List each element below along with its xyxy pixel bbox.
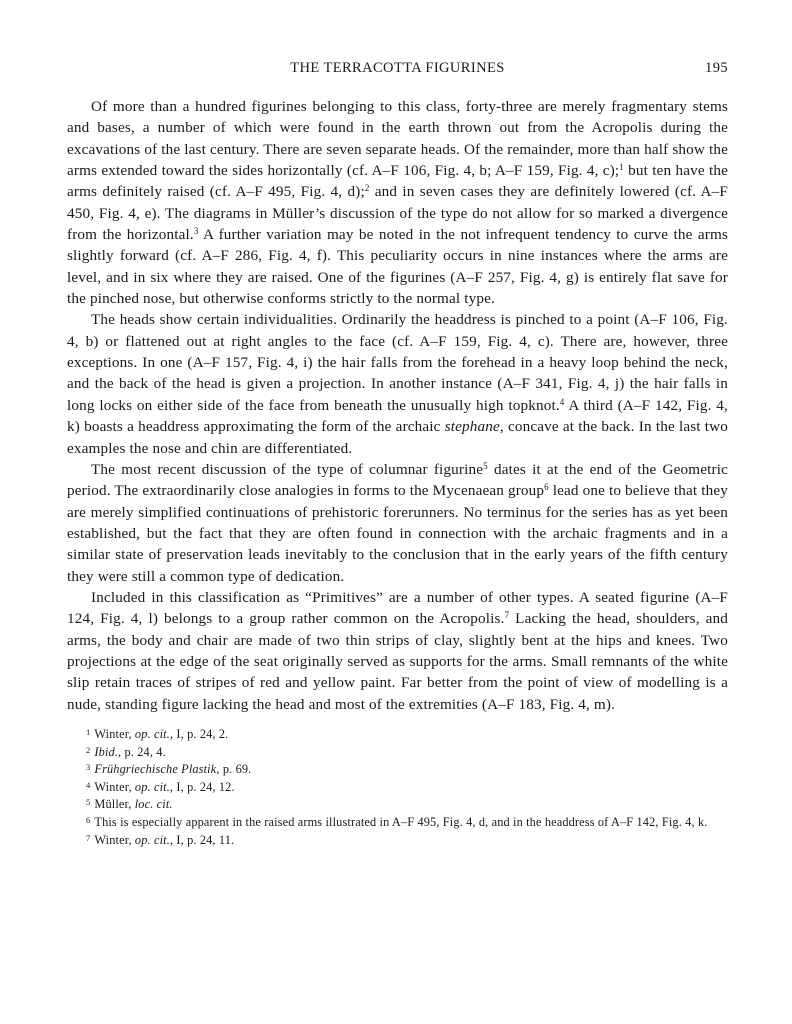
footnote-text: p. 24, 4. <box>121 744 166 759</box>
paragraph-text: The heads show certain individualities. Ordinarily the headdress is pinched to a point (A–F 106, Fig. 4, b) or flattened out at right angles to the face (cf. A–F 159, Fig. 4, c). There are, however, three exceptions. In one (A–F 157, Fig. 4, i) the hair falls from the forehead in a heavy loop behind the neck, and the back of the head is given a projection. In another instance (A–F 341, Fig. 4, j) the hair falls in long locks on either side of the face from beneath the unusually high topknot. <box>67 311 728 414</box>
footnote-text: Müller, <box>94 797 135 812</box>
paragraph-text: A third (A–F 142, Fig. 4, k) boasts a headdress approximating the form of the archaic <box>67 396 728 436</box>
footnote-text: This is especially apparent in the raised arms illustrated in A–F 495, Fig. 4, d, and in the headdress of A–F 142, Fig. 4, k. <box>94 814 708 829</box>
footnote <box>67 832 728 850</box>
footnote-text: Winter, <box>94 779 135 794</box>
footnote-italic: Frühgriechische Plastik, <box>94 762 220 777</box>
italic-term: stephane, <box>444 418 504 436</box>
paragraph-text: Included in this classification as “Primitives” are a number of other types. A seated figurine (A–F 124, Fig. 4, l) belongs to a group rather common on the Acropolis. <box>67 588 728 628</box>
footnote-ref: 7 <box>504 610 510 621</box>
footnote-italic: op. cit., <box>134 832 174 847</box>
paragraph-3 <box>67 459 728 587</box>
footnote-mark: 4 <box>86 779 91 790</box>
footnote-text: I, p. 24, 2. <box>173 726 229 741</box>
footnote-text: p. 69. <box>219 762 252 777</box>
page-number: 195 <box>705 60 728 76</box>
paragraph-4 <box>67 587 728 715</box>
paragraph-text: and in seven cases they are definitely lowered (cf. A–F 450, Fig. 4, e). The diagrams in Müller’s discussion of the type do not allow for so marked a divergence from the horizontal. <box>67 183 729 244</box>
footnote-text: I, p. 24, 12. <box>173 779 235 794</box>
footnote-ref: 2 <box>364 183 370 194</box>
footnote-mark: 6 <box>86 814 91 825</box>
footnote-italic: Ibid., <box>94 744 122 759</box>
footnote <box>67 761 728 779</box>
running-title: THE TERRACOTTA FIGURINES <box>290 60 505 76</box>
paragraph-text: Lacking the head, shoulders, and arms, the body and chair are made of two thin strips of clay, slightly bent at the hips and knees. Two projections at the edge of the seat originally served as supports for the arms. Small remnants of the white slip retain traces of stripes of red and yellow paint. Far better from the point of view of modelling is a nude, standing figure lacking the head and most of the extremities (A–F 183, Fig. 4, m). <box>67 610 728 713</box>
paragraph-text: lead one to believe that they are merely simplified continuations of prehistoric forerunners. No terminus for the series has as yet been established, but the fact that they are often found in connection with the archaic fragments and in a similar state of preservation leads inevitably to the conclusion that in the early years of the fifth century they were still a common type of dedication. <box>67 482 728 585</box>
paragraph-text: concave at the back. In the last two examples the nose and chin are differentiated. <box>67 418 729 457</box>
footnote-ref: 4 <box>559 396 565 407</box>
paragraph-2 <box>67 309 728 458</box>
paragraph-text: A further variation may be noted in the not infrequent tendency to curve the arms slightly forward (cf. A–F 286, Fig. 4, f). This peculiarity occurs in nine instances where the arms are level, and in six where they are raised. One of the figurines (A–F 257, Fig. 4, g) is entirely flat save for the pinched nose, but otherwise conforms strictly to the normal type. <box>67 226 728 308</box>
footnote <box>67 779 728 797</box>
footnote-italic: op. cit., <box>134 726 174 741</box>
body-text <box>67 96 728 715</box>
paragraph-1 <box>67 96 728 309</box>
footnote-ref: 5 <box>483 460 488 471</box>
footnote-mark: 3 <box>86 762 91 773</box>
footnote-ref: 1 <box>619 162 624 173</box>
footnote-mark: 2 <box>86 744 91 755</box>
paragraph-text: Of more than a hundred figurines belonging to this class, forty-three are merely fragmentary stems and bases, a number of which were found in the earth thrown out from the Acropolis during the excavations of the last century. There are seven separate heads. Of the remainder, more than half show the arms extended toward the sides horizontally (cf. A–F 106, Fig. 4, b; A–F 159, Fig. 4, c); <box>67 98 728 180</box>
footnote <box>67 814 728 832</box>
footnote-ref: 6 <box>544 482 549 493</box>
footnote-text: Winter, <box>94 726 135 741</box>
paragraph-text: but ten have the arms definitely raised (cf. A–F 495, Fig. 4, d); <box>67 162 728 201</box>
page <box>67 56 728 849</box>
paragraph-text: The most recent discussion of the type of columnar figurine <box>91 460 484 478</box>
footnote-mark: 7 <box>86 832 91 843</box>
footnote-mark: 5 <box>86 797 91 808</box>
footnote-text: I, p. 24, 11. <box>173 832 235 847</box>
footnote <box>67 744 728 762</box>
footnote-ref: 3 <box>193 226 199 237</box>
paragraph-text: dates it at the end of the Geometric period. The extraordinarily close analogies in forms to the Mycenaean group <box>67 460 728 500</box>
footnote-italic: loc. cit. <box>134 797 173 812</box>
footnote-text: Winter, <box>94 832 135 847</box>
footnote-italic: op. cit., <box>134 779 174 794</box>
footnote <box>67 726 728 744</box>
running-header <box>67 56 728 82</box>
footnote <box>67 796 728 814</box>
footnotes <box>67 726 728 849</box>
footnote-mark: 1 <box>86 726 91 737</box>
